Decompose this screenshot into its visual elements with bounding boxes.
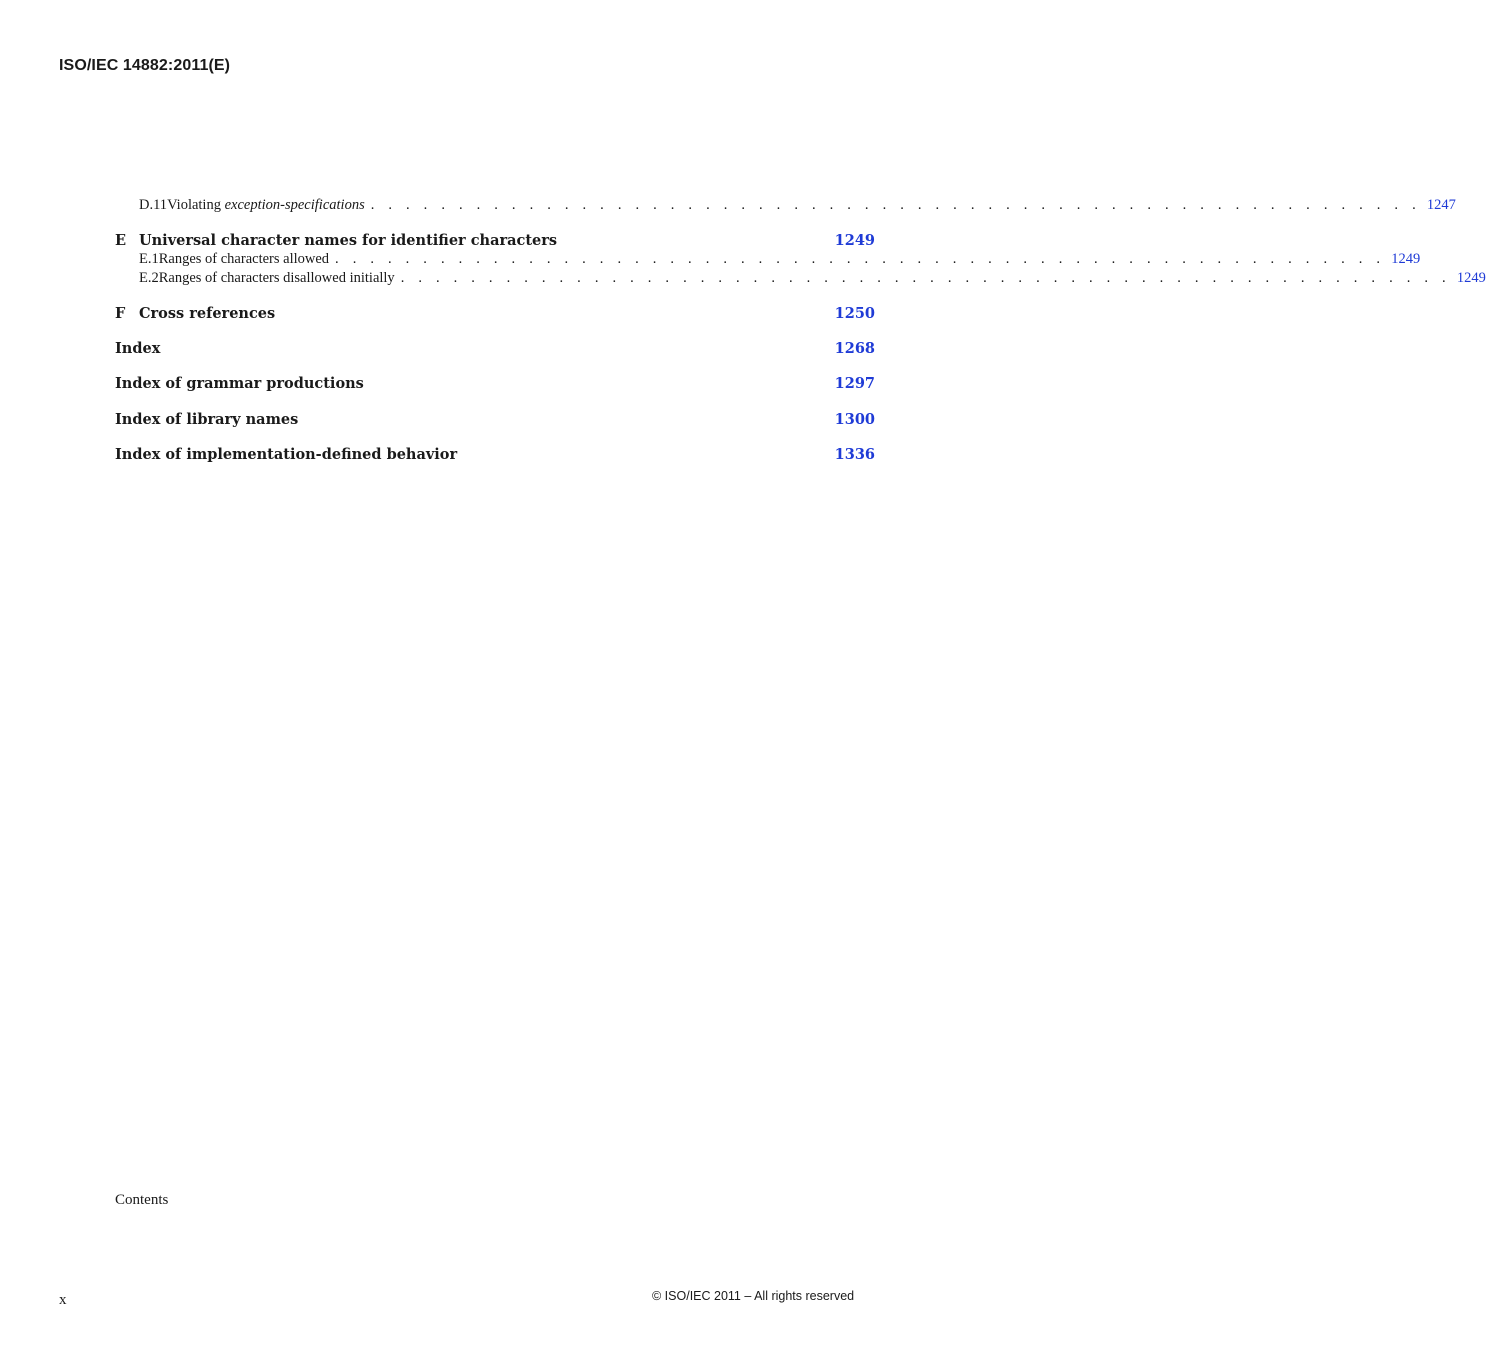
toc-entry-title: Index of library names bbox=[115, 411, 299, 428]
footer-page-number: x bbox=[59, 1292, 67, 1308]
toc-entry-title: Universal character names for identifier characters bbox=[139, 232, 558, 249]
toc-entry-index[interactable] bbox=[115, 340, 875, 357]
toc-entry-title: Cross references bbox=[139, 305, 276, 322]
toc-entry-number: F bbox=[115, 305, 126, 322]
toc-entry-title: Index of implementation-defined behavior bbox=[115, 446, 458, 463]
toc-entry-title: Ranges of characters allowed bbox=[158, 251, 330, 267]
document-id-header: ISO/IEC 14882:2011(E) bbox=[59, 57, 231, 74]
toc-page-link[interactable]: 1247 bbox=[1426, 197, 1456, 213]
toc-entry-number: E.1 bbox=[139, 251, 159, 267]
toc-page-link[interactable]: 1249 bbox=[834, 232, 875, 249]
toc-entry-f[interactable] bbox=[115, 305, 875, 322]
toc-page-link[interactable]: 1300 bbox=[834, 411, 875, 428]
toc-leader-dots: . . . . . . . . . . . . . . . . . . . . . . . . . . . . . . . . . . . . . . . . . . . . . . . . . . . . . . . . . . . . bbox=[335, 251, 1386, 267]
toc-entry-title: Index bbox=[115, 340, 161, 357]
footer-section-label: Contents bbox=[115, 1192, 169, 1208]
footer-copyright: © ISO/IEC 2011 – All rights reserved bbox=[652, 1289, 855, 1303]
toc-entry-title bbox=[167, 197, 365, 214]
toc-entry-index-impl[interactable] bbox=[115, 446, 875, 463]
toc-entry-number: E bbox=[115, 232, 127, 249]
toc-entry-index-library[interactable] bbox=[115, 411, 875, 428]
toc-entry-e1[interactable] bbox=[115, 251, 1421, 268]
toc-page-link[interactable]: 1297 bbox=[834, 375, 875, 392]
toc-entry-number: E.2 bbox=[139, 270, 159, 286]
toc-entry-title-italic: exception-specifications bbox=[224, 197, 365, 213]
toc-entry-title: Ranges of characters disallowed initially bbox=[158, 270, 395, 286]
toc-page-link[interactable]: 1249 bbox=[1456, 270, 1486, 286]
toc-entry-e[interactable] bbox=[115, 232, 875, 249]
toc-page-link[interactable]: 1249 bbox=[1391, 251, 1421, 267]
toc-leader-dots: . . . . . . . . . . . . . . . . . . . . . . . . . . . . . . . . . . . . . . . . . . . . . . . . . . . . . . . . . . . . bbox=[370, 197, 1421, 213]
toc-entry-index-grammar[interactable] bbox=[115, 375, 875, 392]
toc-page-link[interactable]: 1268 bbox=[834, 340, 875, 357]
toc-entry-title-prefix: Violating bbox=[167, 197, 225, 213]
toc-leader-dots: . . . . . . . . . . . . . . . . . . . . . . . . . . . . . . . . . . . . . . . . . . . . . . . . . . . . . . . . . . . . bbox=[400, 270, 1451, 286]
toc-entry-d11[interactable] bbox=[115, 197, 1456, 214]
toc-entry-title: Index of grammar productions bbox=[115, 375, 364, 392]
toc-page-link[interactable]: 1336 bbox=[834, 446, 875, 463]
toc-entry-e2[interactable] bbox=[115, 270, 1486, 287]
toc-page-link[interactable]: 1250 bbox=[834, 305, 875, 322]
toc-entry-number: D.11 bbox=[139, 197, 168, 213]
